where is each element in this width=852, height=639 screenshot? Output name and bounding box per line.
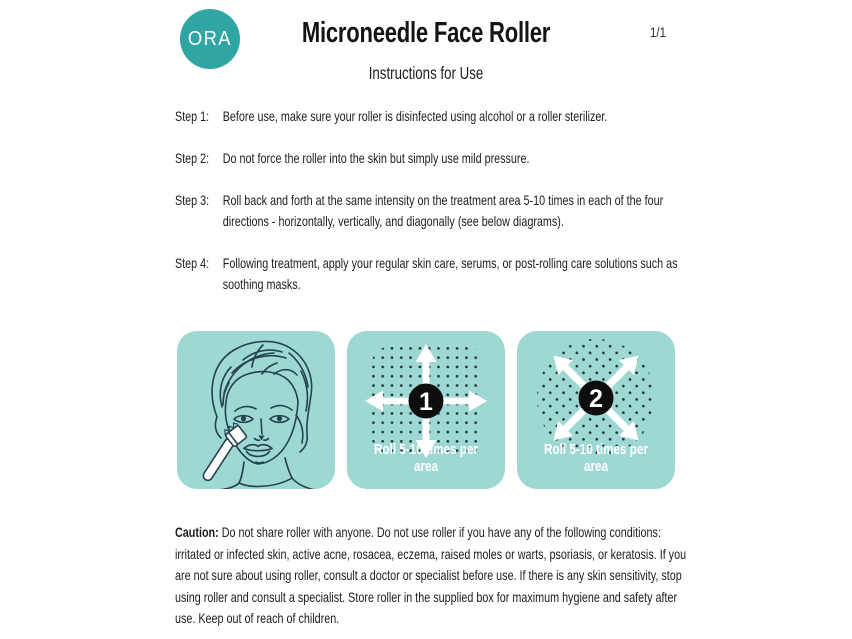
step-row-4 (175, 253, 687, 295)
step-row-3 (175, 190, 687, 232)
step-number-2: 2 (589, 385, 603, 413)
diagram-caption: Roll 5-10 times per area (543, 441, 649, 475)
diagram-caption: Roll 5-10 times per area (373, 441, 479, 475)
step-row-1 (175, 106, 687, 127)
step-text: Before use, make sure your roller is disinfected using alcohol or a roller sterilizer. (222, 108, 608, 124)
diagram-row (177, 331, 675, 489)
step-number-1: 1 (419, 388, 433, 416)
step-label: Step 2: (175, 150, 210, 166)
caution-label: Caution: (175, 524, 219, 540)
step-label: Step 4: (175, 255, 210, 271)
page-indicator: 1/1 (650, 24, 666, 40)
step-label: Step 1: (175, 108, 210, 124)
diagram-cross-directions (347, 331, 505, 489)
caution-text: Do not share roller with anyone. Do not use roller if you have any of the following conditions: irritated or infected skin, active acne, rosacea, eczema, raised moles or warts, psoriasis, or keratosis. If you are not sure about using roller, consult a doctor or specialist before use. If there is any skin sensitivity, stop using roller and consult a specialist. Store roller in the supplied box for maximum hygiene and safety after use. Keep out of reach of children. (175, 524, 687, 627)
step-text: Following treatment, apply your regular skin care, serums, or post-rolling care solutions such as soothing masks. (222, 255, 678, 292)
diagram-diagonal-directions (517, 331, 675, 489)
step-label: Step 3: (175, 192, 210, 208)
face-roller-illustration (177, 331, 335, 489)
page-title: Microneedle Face Roller (301, 17, 551, 49)
step-text: Do not force the roller into the skin but simply use mild pressure. (222, 150, 530, 166)
step-text: Roll back and forth at the same intensity on the treatment area 5-10 times in each of the four directions - horizontally, vertically, and diagonally (see below diagrams). (222, 192, 664, 229)
subtitle: Instructions for Use (368, 63, 484, 83)
step-row-2 (175, 148, 687, 169)
ora-logo-text: ORA (187, 27, 233, 50)
caution-paragraph (175, 522, 687, 630)
diagram-face-roller (177, 331, 335, 489)
steps-list (175, 106, 687, 316)
